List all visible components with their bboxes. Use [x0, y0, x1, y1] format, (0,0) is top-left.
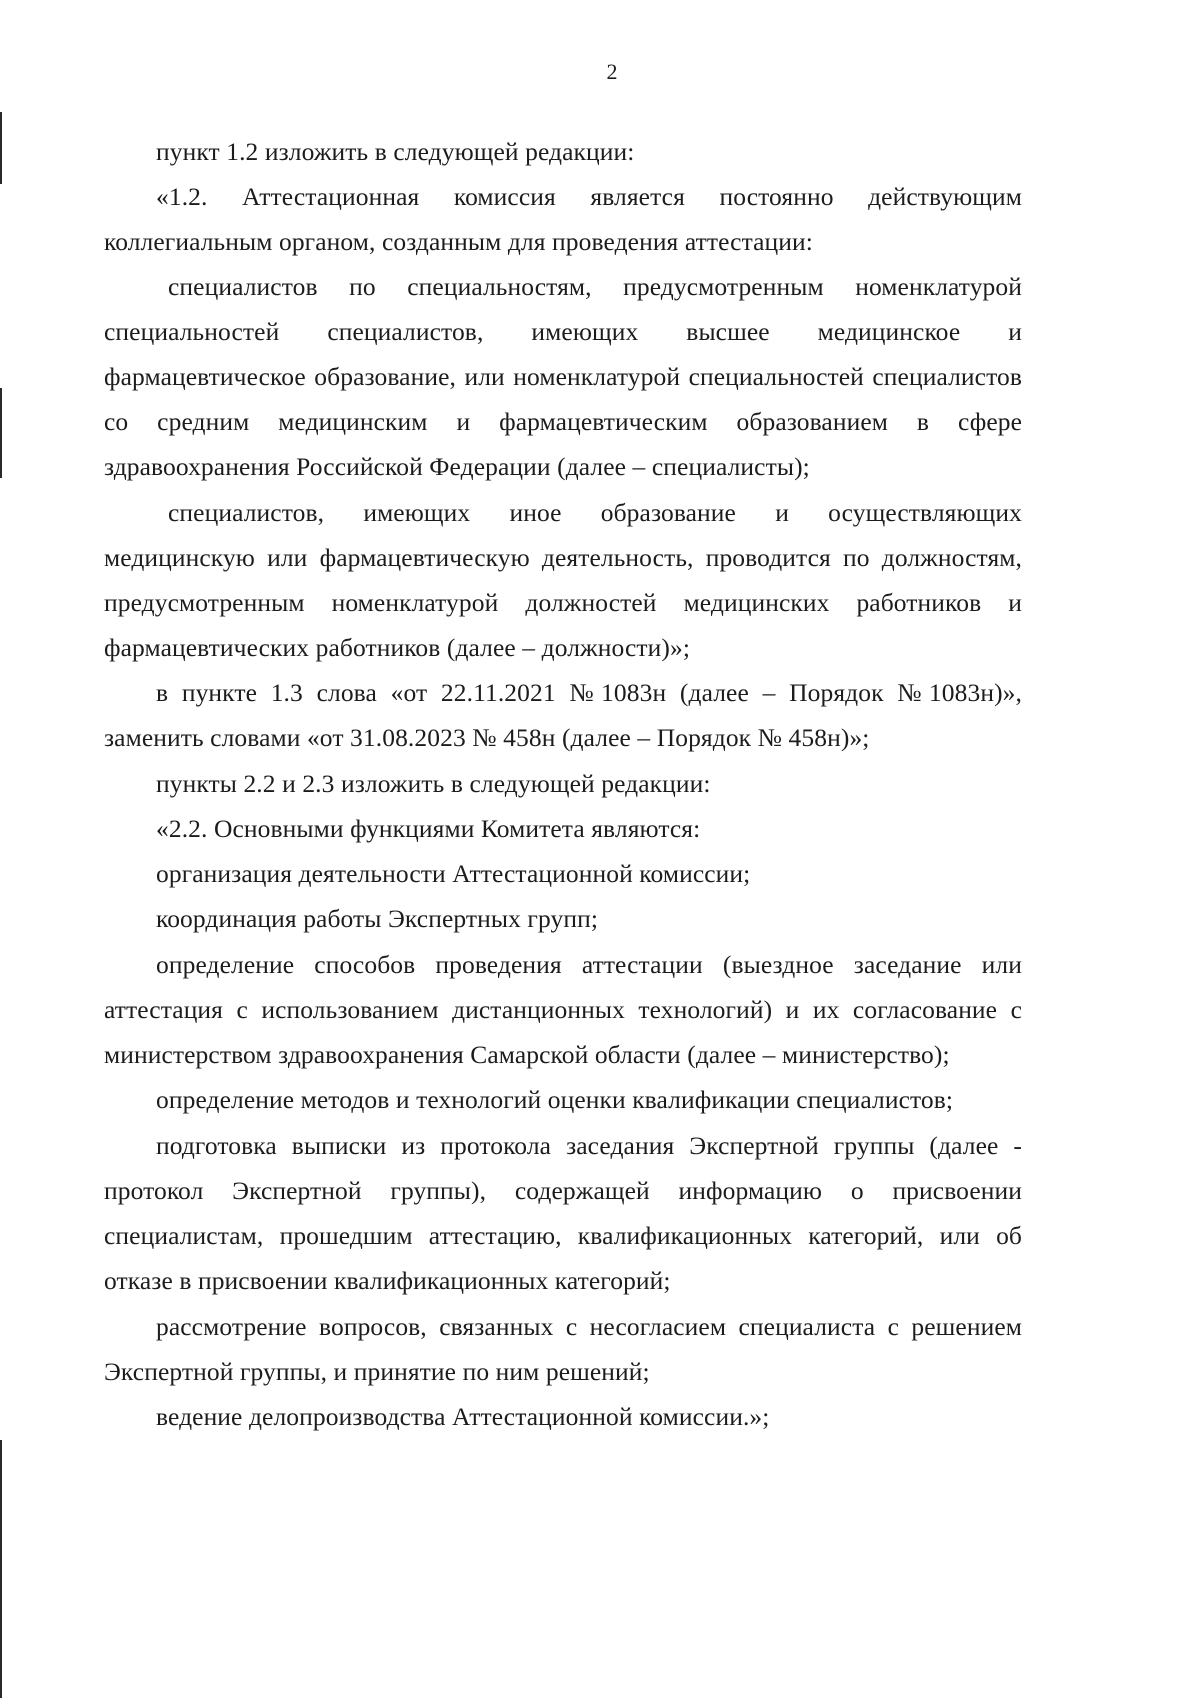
paragraph-line: со средним медицинским и фармацевтическим образованием в сфере — [104, 407, 1022, 436]
paragraph-line: специалистов по специальностям, предусмотренным номенклатурой — [168, 272, 1022, 301]
paragraph-line: здравоохранения Российской Федерации (далее – специалисты); — [104, 452, 810, 481]
paragraph-line: пункты 2.2 и 2.3 изложить в следующей редакции: — [156, 769, 711, 798]
paragraph-line: предусмотренным номенклатурой должностей медицинских работников и — [104, 588, 1022, 617]
paragraph-line: министерством здравоохранения Самарской области (далее – министерство); — [104, 1040, 950, 1069]
paragraph-line: медицинскую или фармацевтическую деятельность, проводится по должностям, — [104, 543, 1022, 572]
paragraph-line: аттестация с использованием дистанционных технологий) и их согласование с — [104, 995, 1022, 1024]
scan-edge-mark — [0, 1440, 2, 1698]
scan-edge-mark — [0, 388, 2, 478]
paragraph-line: организация деятельности Аттестационной комиссии; — [156, 859, 751, 888]
paragraph-line: специалистов, имеющих иное образование и осуществляющих — [168, 498, 1022, 527]
paragraph-line: рассмотрение вопросов, связанных с несогласием специалиста с решением — [156, 1312, 1022, 1341]
paragraph-line: пункт 1.2 изложить в следующей редакции: — [156, 137, 635, 166]
paragraph-line: определение методов и технологий оценки квалификации специалистов; — [156, 1085, 954, 1114]
paragraph-line: специалистам, прошедшим аттестацию, квалификационных категорий, или об — [104, 1221, 1022, 1250]
paragraph-line: отказе в присвоении квалификационных категорий; — [104, 1266, 671, 1295]
paragraph-line: ведение делопроизводства Аттестационной комиссии.»; — [156, 1402, 770, 1431]
paragraph-line: фармацевтических работников (далее – должности)»; — [104, 633, 691, 662]
paragraph-line: «2.2. Основными функциями Комитета являются: — [156, 814, 701, 843]
paragraph-line: координация работы Экспертных групп; — [156, 904, 599, 933]
scan-edge-mark — [0, 112, 2, 184]
paragraph-line: «1.2. Аттестационная комиссия является постоянно действующим — [156, 182, 1022, 211]
paragraph-line: в пункте 1.3 слова «от 22.11.2021 №1083н (далее – Порядок №1083н)», — [156, 678, 1022, 707]
paragraph-line: специальностей специалистов, имеющих высшее медицинское и — [104, 317, 1022, 346]
paragraph-line: фармацевтическое образование, или номенклатурой специальностей специалистов — [104, 362, 1022, 391]
paragraph-line: протокол Экспертной группы), содержащей информацию о присвоении — [104, 1176, 1022, 1205]
paragraph-line: коллегиальным органом, созданным для проведения аттестации: — [104, 227, 813, 256]
page-number: 2 — [606, 59, 618, 84]
paragraph-line: заменить словами «от 31.08.2023 № 458н (далее – Порядок № 458н)»; — [104, 723, 870, 752]
paragraph-line: определение способов проведения аттестации (выездное заседание или — [156, 950, 1022, 979]
paragraph-line: подготовка выписки из протокола заседания Экспертной группы (далее - — [156, 1131, 1022, 1160]
paragraph-line: Экспертной группы, и принятие по ним решений; — [104, 1357, 650, 1386]
